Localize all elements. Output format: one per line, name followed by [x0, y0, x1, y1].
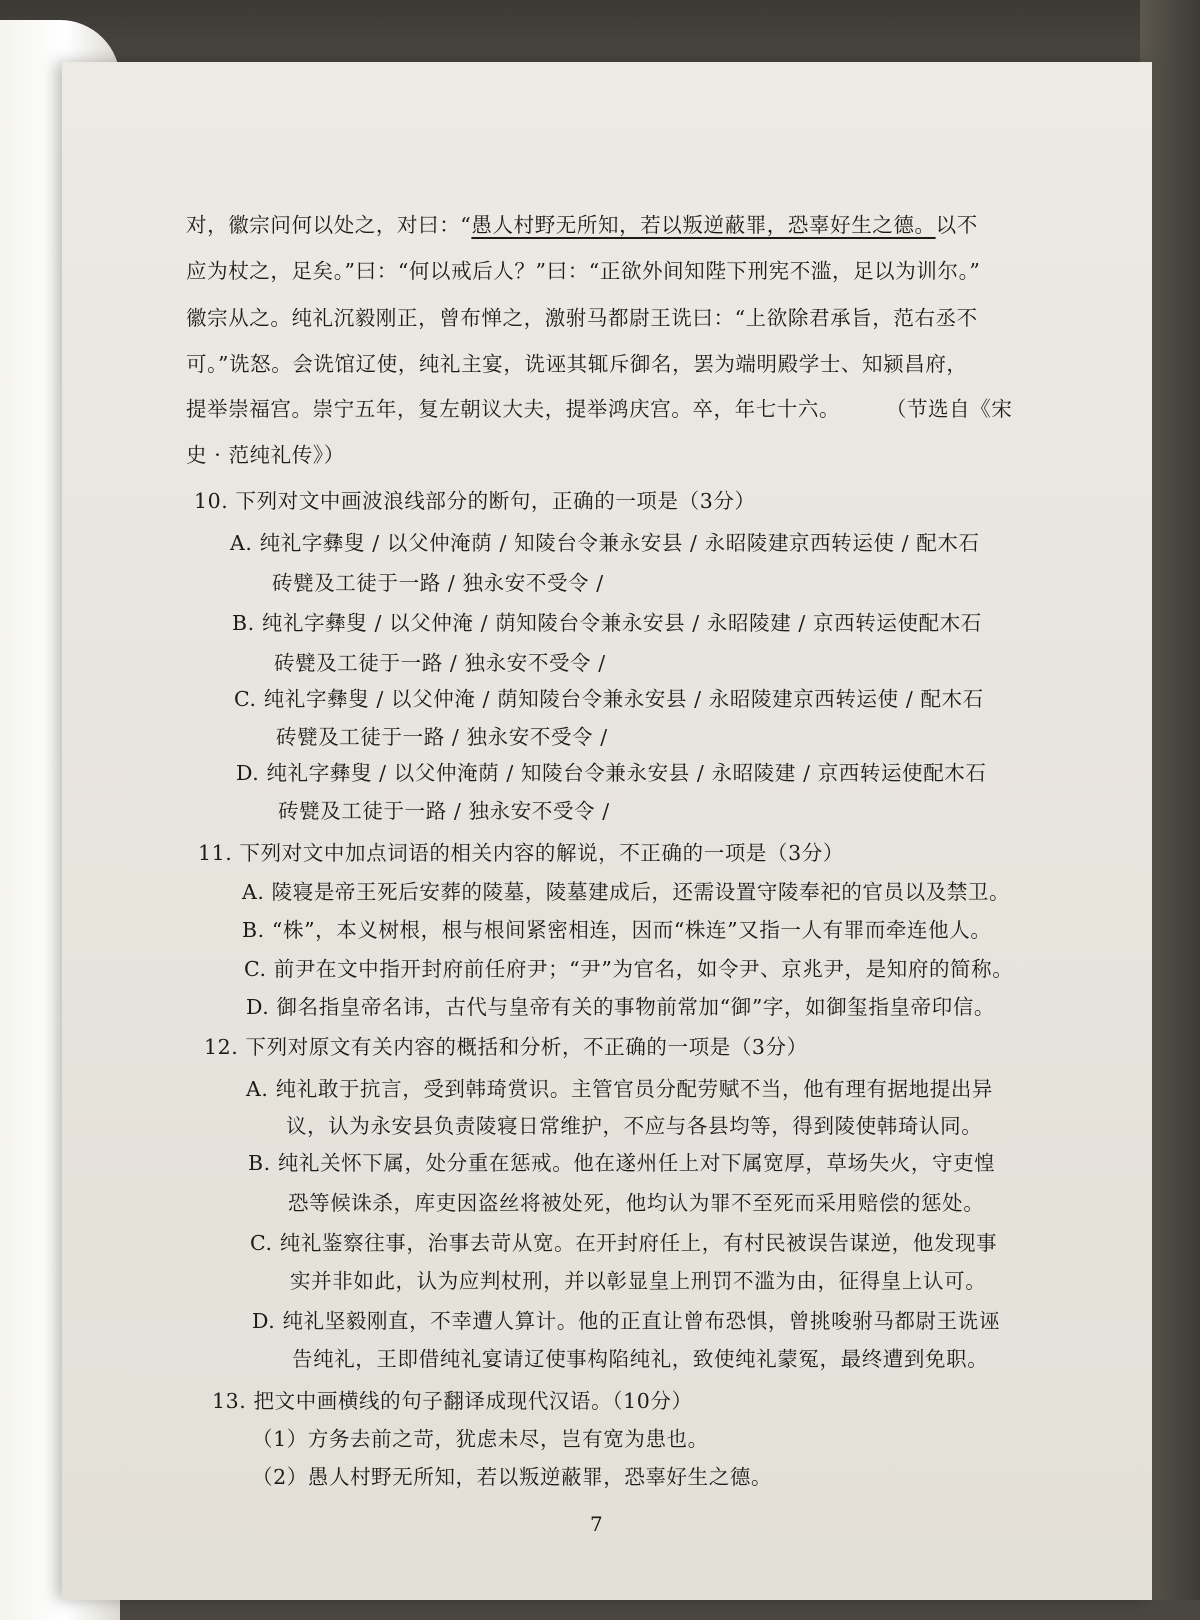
underlined-sentence: 愚人村野无所知，若以叛逆蔽罪，恐辜好生之德。	[471, 213, 936, 237]
question-10-option-a: A. 纯礼字彝叟 / 以父仲淹荫 / 知陵台令兼永安县 / 永昭陵建京西转运使 / 配木石	[230, 531, 980, 555]
passage-text: 对，徽宗问何以处之，对曰：“	[186, 213, 472, 237]
passage-line-4: 可。”诜怒。会诜馆辽使，纯礼主宴，诜诬其辄斥御名，罢为端明殿学士、知颍昌府，	[186, 352, 968, 376]
question-10-option-d: D. 纯礼字彝叟 / 以父仲淹荫 / 知陵台令兼永安县 / 永昭陵建 / 京西转运使配木石	[236, 761, 987, 785]
question-10-stem: 10. 下列对文中画波浪线部分的断句，正确的一项是（3分）	[194, 489, 756, 513]
passage-text: 以不	[935, 213, 978, 237]
question-11-option-c: C. 前尹在文中指开封府前任府尹；“尹”为官名，如令尹、京兆尹，是知府的简称。	[244, 957, 1014, 981]
page-number: 7	[590, 1512, 603, 1536]
passage-line-3: 徽宗从之。纯礼沉毅刚正，曾布惮之，激驸马都尉王诜曰：“上欲除君承旨，范右丞不	[186, 306, 978, 330]
passage-line-2: 应为杖之，足矣。”曰：“何以戒后人？”曰：“正欲外间知陛下刑宪不滥，足以为训尔。”	[186, 259, 981, 283]
passage-text: 提举崇福宫。崇宁五年，复左朝议大夫，提举鸿庆宫。卒，年七十六。	[186, 397, 841, 421]
exam-page	[62, 62, 1152, 1600]
passage-line-1	[186, 210, 978, 240]
question-11-stem: 11. 下列对文中加点词语的相关内容的解说，不正确的一项是（3分）	[198, 841, 844, 865]
question-10-option-a-cont: 砖甓及工徒于一路 / 独永安不受令 /	[272, 571, 604, 595]
question-10-option-c-cont: 砖甓及工徒于一路 / 独永安不受令 /	[276, 725, 608, 749]
question-12-option-c: C. 纯礼鉴察往事，治事去苛从宽。在开封府任上，有村民被误告谋逆，他发现事	[250, 1231, 998, 1255]
question-12-option-a: A. 纯礼敢于抗言，受到韩琦赏识。主管官员分配劳赋不当，他有理有据地提出异	[246, 1077, 994, 1101]
question-12-option-d: D. 纯礼坚毅刚直，不幸遭人算计。他的正直让曾布恐惧，曾挑唆驸马都尉王诜诬	[252, 1309, 1000, 1333]
question-11-option-b: B. “株”，本义树根，根与根间紧密相连，因而“株连”又指一人有罪而牵连他人。	[242, 918, 992, 942]
question-12-stem: 12. 下列对原文有关内容的概括和分析，不正确的一项是（3分）	[204, 1035, 808, 1059]
source-note: （节选自《宋	[896, 397, 1013, 421]
question-10-option-d-cont: 砖甓及工徒于一路 / 独永安不受令 /	[278, 799, 610, 823]
question-13-sentence-2: （2）愚人村野无所知，若以叛逆蔽罪，恐辜好生之德。	[252, 1465, 773, 1489]
question-10-option-c: C. 纯礼字彝叟 / 以父仲淹 / 荫知陵台令兼永安县 / 永昭陵建京西转运使 / 配木石	[234, 687, 984, 711]
passage-line-5	[186, 394, 1012, 424]
question-10-option-b-cont: 砖甓及工徒于一路 / 独永安不受令 /	[274, 651, 606, 675]
question-12-option-c-cont: 实并非如此，认为应判杖刑，并以彰显皇上刑罚不滥为由，征得皇上认可。	[290, 1269, 987, 1293]
question-12-option-a-cont: 议，认为永安县负责陵寝日常维护，不应与各县均等，得到陵使韩琦认同。	[286, 1114, 983, 1138]
page-content	[62, 62, 1152, 1600]
question-12-option-b: B. 纯礼关怀下属，处分重在惩戒。他在遂州任上对下属宽厚，草场失火，守吏惶	[248, 1151, 996, 1175]
question-10-option-b: B. 纯礼字彝叟 / 以父仲淹 / 荫知陵台令兼永安县 / 永昭陵建 / 京西转运使配木石	[232, 611, 982, 635]
question-13-sentence-1: （1）方务去前之苛，犹虑未尽，岂有宽为患也。	[252, 1427, 709, 1451]
question-12-option-d-cont: 告纯礼，王即借纯礼宴请辽使事构陷纯礼，致使纯礼蒙冤，最终遭到免职。	[292, 1347, 989, 1371]
question-11-option-d: D. 御名指皇帝名讳，古代与皇帝有关的事物前常加“御”字，如御玺指皇帝印信。	[246, 995, 995, 1019]
question-13-stem: 13. 把文中画横线的句子翻译成现代汉语。（10分）	[212, 1389, 693, 1413]
passage-line-6: 史 · 范纯礼传》）	[186, 443, 345, 467]
question-12-option-b-cont: 恐等候诛杀，库吏因盗丝将被处死，他均认为罪不至死而采用赔偿的惩处。	[288, 1191, 985, 1215]
question-11-option-a: A. 陵寝是帝王死后安葬的陵墓，陵墓建成后，还需设置守陵奉祀的官员以及禁卫。	[242, 880, 1011, 904]
